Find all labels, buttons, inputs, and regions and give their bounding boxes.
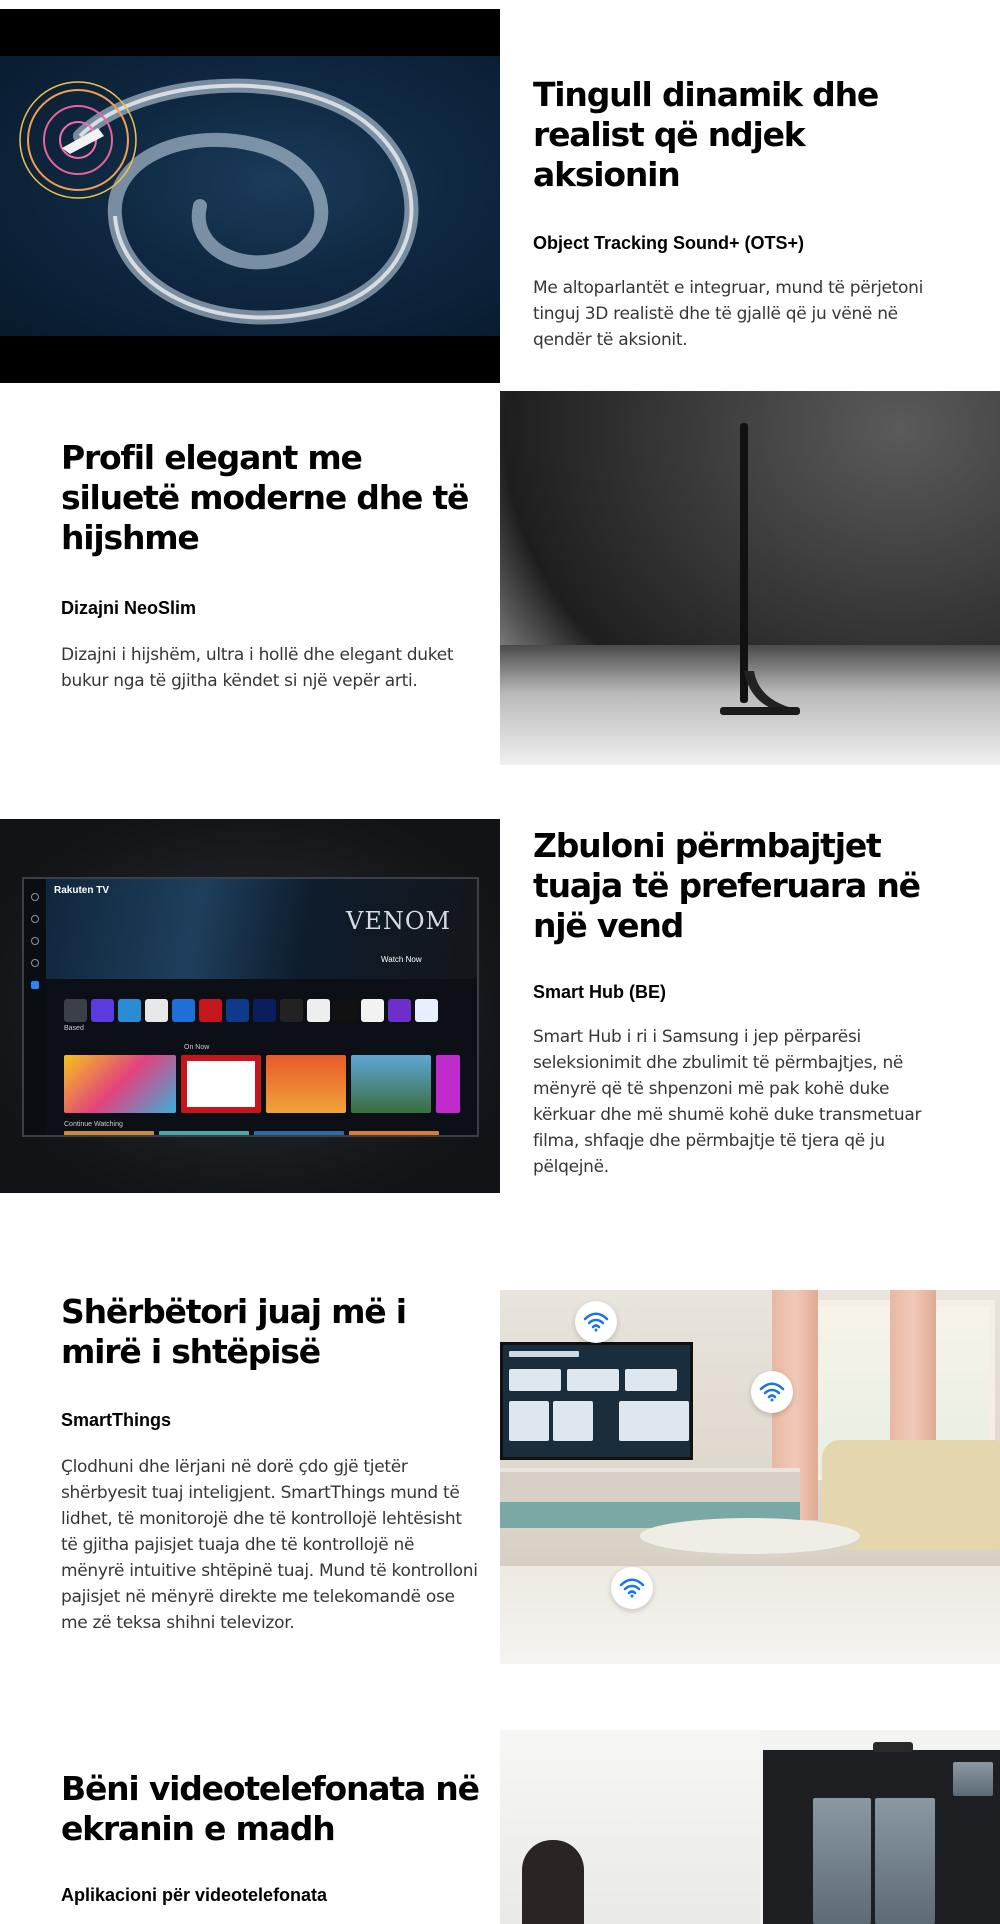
hub-banner-title: VENOM <box>346 907 452 935</box>
section-description: Dizajni i hijshëm, ultra i hollë dhe elegant duket bukur nga të gjitha këndet si një vepër arti. <box>61 645 454 691</box>
ambient-icon <box>31 937 39 945</box>
section-subtitle: Object Tracking Sound+ (OTS+) <box>533 233 805 253</box>
section-title: Zbuloni përmbajtjet tuaja të preferuara në një vend <box>533 826 920 945</box>
section-title: Shërbëtori juaj më i mirë i shtëpisë <box>61 1292 406 1371</box>
media-icon <box>31 981 39 989</box>
tv-side-profile <box>500 391 1000 765</box>
section-title: Profil elegant me siluetë moderne dhe të hijshme <box>61 438 469 557</box>
section-description: Smart Hub i ri i Samsung i jep përparësi seleksionimit dhe zbulimit të përmbajtjes, në mënyrë që të shpenzoni më pak kohë duke kërkuar dhe më shumë kohë duke transmetuar filma, shfaqje dhe përmbajtje të tjera që ju pëlqejnë. <box>533 1027 922 1177</box>
hub-content-tiles <box>64 1055 460 1113</box>
section-subtitle: SmartThings <box>61 1410 172 1430</box>
video-call-image <box>500 1730 1000 1924</box>
camera-icon <box>873 1742 913 1752</box>
coffee-table <box>640 1518 860 1554</box>
call-participant-tile <box>813 1798 871 1924</box>
hub-sidebar <box>24 879 46 1135</box>
smart-hub-text-block <box>533 826 953 1180</box>
hub-continue-row <box>64 1131 439 1137</box>
search-icon <box>31 915 39 923</box>
hub-banner-cta: Watch Now <box>381 955 422 964</box>
smartthings-living-room-image <box>500 1290 1000 1664</box>
menu-icon <box>31 893 39 901</box>
smartthings-text-block <box>61 1292 481 1636</box>
call-self-view-tile <box>953 1762 993 1796</box>
wifi-icon <box>751 1371 793 1413</box>
section-subtitle: Dizajni NeoSlim <box>61 598 197 618</box>
section-title: Bëni videotelefonata në ekranin e madh <box>61 1769 479 1848</box>
section-subtitle: Aplikacioni për videotelefonata <box>61 1885 328 1905</box>
smart-hub-screen <box>22 877 479 1137</box>
neoslim-tv-image <box>500 391 1000 765</box>
call-participant-tile <box>875 1798 935 1924</box>
hub-brand-label: Rakuten TV <box>54 885 110 896</box>
section-title: Tingull dinamik dhe realist që ndjek aksionin <box>533 75 879 194</box>
video-call-tv <box>763 1750 1000 1924</box>
ots-text-block <box>533 75 953 353</box>
boat-wake-graphic <box>0 56 500 336</box>
game-icon <box>31 959 39 967</box>
ots-sound-image <box>0 9 500 383</box>
video-call-text-block <box>61 1769 481 1907</box>
section-subtitle: Smart Hub (BE) <box>533 982 667 1002</box>
smartthings-tv <box>500 1342 693 1460</box>
wifi-icon <box>611 1567 653 1609</box>
hub-banner <box>46 879 479 979</box>
hub-row-label: On Now <box>184 1044 210 1051</box>
smart-hub-image <box>0 819 500 1193</box>
section-description: Çlodhuni dhe lërjani në dorë çdo gjë tjetër shërbyesit tuaj inteligjent. SmartThings mund të lidhet, të monitorojë dhe të kontrollojë lehtësisht të gjitha pajisjet tuaja dhe të kontrollojë në mënyrë intuitive shtëpinë tuaj. Mund të kontrolloni pajisjet në mënyrë direkte me telekomandë ose me zë teksa shihni televizor. <box>61 1457 478 1633</box>
neoslim-text-block <box>61 438 481 694</box>
rug <box>500 1566 1000 1664</box>
person <box>522 1840 584 1924</box>
hub-row-label: Continue Watching <box>64 1121 123 1128</box>
section-description: Me altoparlantët e integruar, mund të përjetoni tinguj 3D realistë dhe të gjallë që ju vënë në qendër të aksionit. <box>533 278 924 350</box>
hub-app-row <box>64 999 438 1022</box>
hub-row-label: Based <box>64 1025 84 1032</box>
wifi-icon <box>575 1301 617 1343</box>
